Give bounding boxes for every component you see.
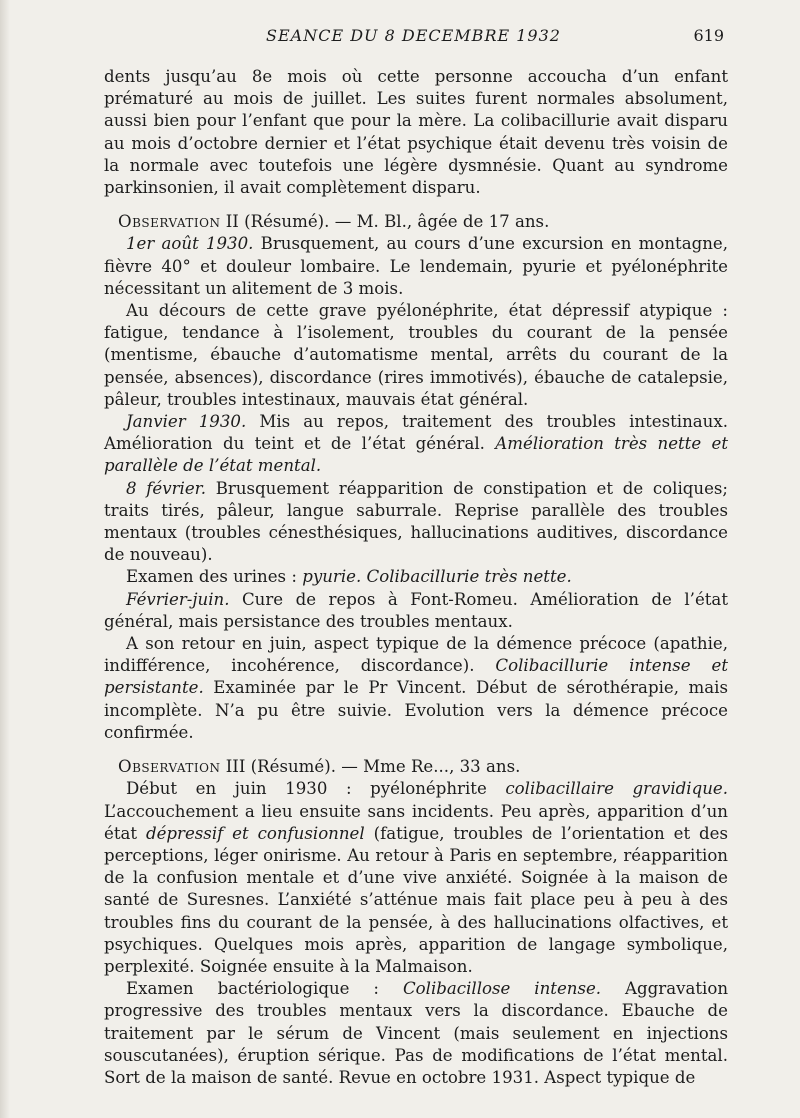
paragraph: dents jusqu’au 8e mois où cette personne accoucha d’un enfant prématuré au mois de juillet. Les suites furent normales absolument, aussi bien pour l’enfant que pour la mère. La colibacillurie avait disparu au mois d’octobre dernier et l’état psychique était devenu très voisin de la normale avec toutefois une légère dysmnésie. Quant au syndrome parkinsonien, il avait complètement disparu. xyxy=(104,67,728,198)
running-title: SEANCE DU 8 DECEMBRE 1932 xyxy=(266,26,561,45)
date-label: Février-juin. xyxy=(126,589,230,609)
paragraph-text: A son retour en juin, aspect typique de la démence précoce (apathie, indifférence, incohérence, discordance). xyxy=(104,634,728,676)
paragraph-text: L’accouchement a lieu ensuite sans incidents. Peu après, apparition d’un état xyxy=(104,801,728,843)
emphasis: pyurie. Colibacillurie très nette. xyxy=(302,567,572,587)
observation-heading-text: III (Résumé). — Mme Re..., 33 ans. xyxy=(220,757,521,777)
paragraph-text: (fatigue, troubles de l’orientation et des perceptions, léger onirisme. Au retour à Paris en septembre, réapparition de la confusion mentale et d’une vive anxiété. Soignée à la maison de santé de Suresnes. L’anxiété s’atténue mais fait place peu à peu à des troubles fins du courant de la pensée, à des hallucinations olfactives, et psychiques. Quelques mois après, apparition de langage symbolique, perplexité. Soignée ensuite à la Malmaison. xyxy=(104,823,728,976)
date-label: 8 février. xyxy=(126,478,207,498)
page-edge xyxy=(0,0,10,1118)
date-label: 1er août 1930. xyxy=(126,234,254,254)
emphasis: dépressif et confusionnel xyxy=(145,823,365,843)
paragraph xyxy=(104,411,728,478)
paragraph xyxy=(104,978,728,1089)
paragraph xyxy=(104,478,728,567)
paragraph xyxy=(104,566,728,588)
emphasis: colibacillaire gravidique. xyxy=(505,779,728,799)
observation-label: Observation xyxy=(118,757,221,777)
paragraph-text: Début en juin 1930 : pyélonéphrite xyxy=(126,779,506,799)
paragraph-text: Examen bactériologique : xyxy=(126,979,403,999)
emphasis: Colibacillurie intense et persistante. xyxy=(104,656,728,698)
emphasis: Colibacillose intense. xyxy=(402,979,602,999)
observation-heading xyxy=(104,756,728,778)
emphasis: Amélioration très nette et parallèle de l’état mental. xyxy=(104,434,728,476)
paragraph xyxy=(104,778,728,978)
observation-heading xyxy=(104,211,728,233)
observation-heading-text: II (Résumé). — M. Bl., âgée de 17 ans. xyxy=(220,212,550,232)
paragraph-text: Brusquement, au cours d’une excursion en montagne, fièvre 40° et douleur lombaire. Le lendemain, pyurie et pyélonéphrite nécessitant un alitement de 3 mois. xyxy=(104,234,728,298)
paragraph-text: Examen des urines : xyxy=(126,567,303,587)
paragraph-text: Brusquement réapparition de constipation et de coliques; traits tirés, pâleur, langue saburrale. Reprise parallèle des troubles mentaux (troubles cénesthésiques, hallucinations auditives, discordance de nouveau). xyxy=(104,478,728,565)
date-label: Janvier 1930. xyxy=(126,412,247,432)
paragraph xyxy=(104,233,728,300)
body-text xyxy=(104,66,728,1089)
paragraph-text: Mis au repos, traitement des troubles intestinaux. Amélioration du teint et de l’état général. xyxy=(104,412,728,454)
paragraph-text: Cure de repos à Font-Romeu. Amélioration de l’état général, mais persistance des troubles mentaux. xyxy=(104,589,728,631)
paragraph xyxy=(104,589,728,633)
page-number: 619 xyxy=(693,26,724,45)
paragraph-text: Examinée par le Pr Vincent. Début de sérothérapie, mais incomplète. N’a pu être suivie. Evolution vers la démence précoce confirmée. xyxy=(104,678,728,742)
paragraph: Au décours de cette grave pyélonéphrite, état dépressif atypique : fatigue, tendance à l’isolement, troubles du courant de la pensée (mentisme, ébauche d’automatisme mental, arrêts du courant de la pensée, absences), discordance (rires immotivés), ébauche de catalepsie, pâleur, troubles intestinaux, mauvais état général. xyxy=(104,301,728,409)
paragraph xyxy=(104,633,728,744)
running-header xyxy=(106,26,724,50)
observation-label: Observation xyxy=(118,212,221,232)
paragraph-text: Aggravation progressive des troubles mentaux vers la discordance. Ebauche de traitement par le sérum de Vincent (mais seulement en injections souscutanées), éruption sérique. Pas de modifications de l’état mental. Sort de la maison de santé. Revue en octobre 1931. Aspect typique de xyxy=(104,979,729,1087)
